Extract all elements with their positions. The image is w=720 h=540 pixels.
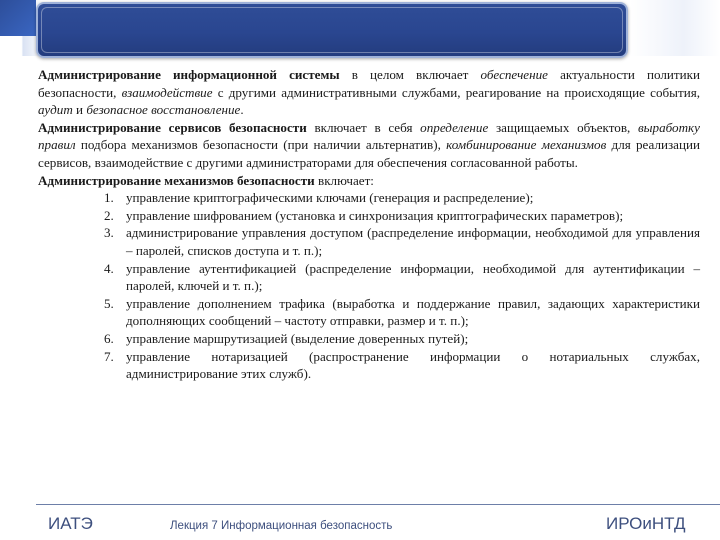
text-span: и: [72, 102, 87, 118]
list-item: [38, 189, 700, 207]
slide-body: [38, 66, 700, 383]
emphasis: аудит: [38, 102, 73, 118]
text-span: с другими административными службами, реагирование на происходящие события,: [212, 84, 701, 100]
list-item: [38, 260, 700, 295]
paragraph-mechanisms-admin: [38, 172, 700, 190]
text-span: в целом включает: [339, 67, 481, 82]
term-services-admin: Администрирование сервисов безопасности: [38, 119, 307, 135]
list-item: [38, 348, 700, 383]
paragraph-services-admin: [38, 119, 700, 172]
text-span: подбора механизмов безопасности (при наличии альтернатив),: [75, 137, 447, 153]
footer-divider: [36, 504, 720, 505]
paragraph-system-admin: [38, 66, 700, 119]
term-system-admin: Администрирование информационной системы: [38, 67, 340, 82]
emphasis: комбинирование механизмов: [446, 137, 607, 153]
text-span: включает:: [314, 172, 374, 188]
list-item-text: управление криптографическими ключами (генерация и распределение);: [126, 190, 534, 206]
list-item-number: 5.: [104, 295, 114, 311]
text-span: .: [240, 102, 244, 118]
emphasis: определение: [420, 119, 489, 135]
list-item-number: 2.: [104, 207, 114, 223]
list-item: [38, 207, 700, 225]
footer-lecture-title: Лекция 7 Информационная безопасность: [170, 520, 393, 532]
list-item-text: управление дополнением трафика (выработка и поддержание правил, задающих характеристики дополняющих сообщений – частоту отправки, размер и т. п.);: [126, 295, 700, 329]
list-item-text: управление шифрованием (установка и синхронизация криптографических параметров);: [126, 207, 624, 223]
list-item-number: 6.: [104, 330, 114, 346]
list-item-text: управление маршрутизацией (выделение доверенных путей);: [126, 330, 469, 346]
emphasis: выработку правил: [38, 119, 700, 153]
footer-institution: ИАТЭ: [48, 514, 93, 533]
list-item-number: 4.: [104, 260, 114, 276]
text-span: включает в себя: [306, 119, 421, 135]
list-item-text: управление аутентификацией (распределение информации, необходимой для аутентификации – паролей, ключей и т. п.);: [126, 260, 700, 294]
mechanisms-list: [38, 189, 700, 383]
list-item-number: 7.: [104, 348, 114, 364]
slide-title-bar: [36, 2, 628, 58]
list-item: [38, 224, 700, 259]
footer-department: ИРОиНТД: [606, 514, 686, 533]
term-mechanisms-admin: Администрирование механизмов безопасности: [38, 172, 315, 188]
list-item-number: 1.: [104, 190, 114, 206]
slide-title: [41, 7, 623, 53]
list-item: [38, 295, 700, 330]
corner-accent: [0, 0, 36, 36]
text-span: для реализации сервисов, взаимодействие с другими администраторами для обеспечения согласованной работы.: [38, 137, 701, 170]
emphasis: обеспечение: [480, 67, 548, 82]
list-item: [38, 330, 700, 348]
text-span: актуальности политики безопасности,: [38, 67, 700, 100]
list-item-text: администрирование управления доступом (распределение информации, необходимой для управления – паролей, списков доступа и т. п.);: [126, 225, 700, 258]
list-item-number: 3.: [104, 225, 114, 241]
emphasis: взаимодействие: [121, 84, 213, 100]
list-item-text: управление нотаризацией (распространение информации о нотариальных службах, администрирование этих служб).: [126, 348, 700, 382]
header-fade: [630, 0, 720, 56]
emphasis: безопасное восстановление: [86, 102, 241, 118]
text-span: защищаемых объектов,: [488, 119, 638, 135]
